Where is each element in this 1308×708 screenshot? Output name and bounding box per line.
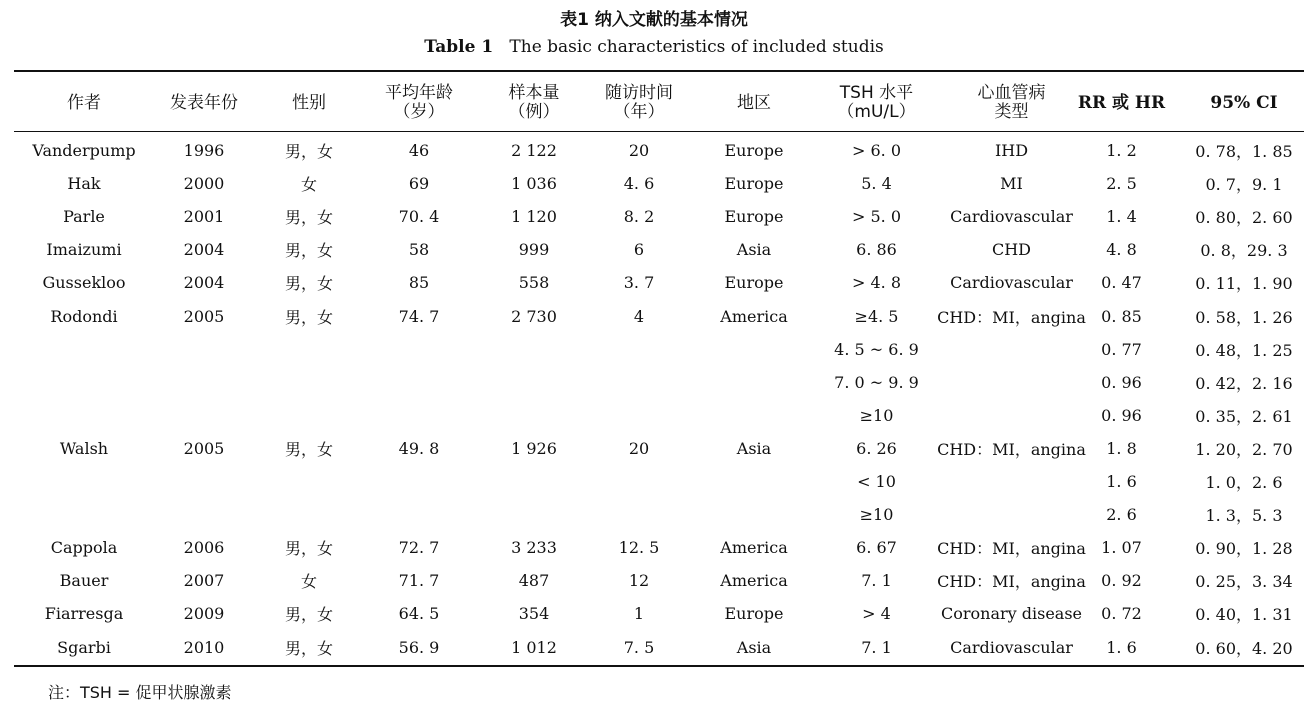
cell-ci: 0. 8，29. 3 xyxy=(1200,241,1288,261)
cell-age: 58 xyxy=(408,240,430,260)
cell-rr: 2. 6 xyxy=(1106,505,1137,525)
table-title-chinese: 表1 纳入文献的基本情况 xyxy=(560,10,748,30)
cell-ci: 0. 11，1. 90 xyxy=(1195,274,1293,294)
cell-followup xyxy=(589,465,689,498)
table-row xyxy=(14,300,1304,333)
cell-n: 2 122 xyxy=(511,141,557,160)
cell-n: 3 233 xyxy=(511,538,557,558)
cell-year: 2004 xyxy=(183,273,225,293)
cell-tsh: 5. 4 xyxy=(861,174,892,194)
cell-author: Sgarbi xyxy=(57,637,111,657)
cell-age xyxy=(369,399,469,432)
table-row xyxy=(14,266,1304,299)
cell-age: 71. 7 xyxy=(398,571,440,591)
cell-author xyxy=(34,399,134,432)
cell-age: 64. 5 xyxy=(398,604,440,624)
cell-followup: 4. 6 xyxy=(623,174,655,194)
table-header xyxy=(14,78,1304,128)
header-ci: 95% CI xyxy=(1210,92,1278,113)
cell-sex: 男，女 xyxy=(284,605,333,625)
table-row xyxy=(14,134,1304,167)
cell-ci: 0. 40，1. 31 xyxy=(1195,605,1293,625)
cell-followup: 20 xyxy=(628,438,650,458)
cell-year: 2005 xyxy=(183,306,225,326)
cell-age: 74. 7 xyxy=(398,306,440,326)
cell-year xyxy=(149,366,259,399)
cell-tsh: 7. 0 ~ 9. 9 xyxy=(834,372,919,392)
cell-sex: 男，女 xyxy=(284,439,333,459)
top-rule xyxy=(14,70,1304,72)
cell-cvd: MI xyxy=(1000,174,1023,194)
cell-year: 2010 xyxy=(183,637,225,657)
cell-rr: 0. 72 xyxy=(1101,604,1142,624)
cell-region: Europe xyxy=(724,273,784,293)
cell-rr: 0. 47 xyxy=(1101,273,1142,293)
cell-year: 2004 xyxy=(183,240,225,260)
cell-tsh: 7. 1 xyxy=(861,637,892,657)
table-row xyxy=(14,366,1304,399)
header-author: 作者 xyxy=(67,92,101,113)
cell-rr: 1. 4 xyxy=(1106,207,1137,227)
cell-n: 1 012 xyxy=(511,637,557,657)
cell-sex: 男，女 xyxy=(284,208,333,228)
cell-author: Parle xyxy=(63,207,105,227)
cell-year xyxy=(149,333,259,366)
cell-ci: 0. 60，4. 20 xyxy=(1195,638,1293,658)
cell-cvd: CHD：MI，angina xyxy=(937,307,1086,327)
cell-region xyxy=(704,366,804,399)
cell-region: Europe xyxy=(724,604,784,624)
cell-region xyxy=(704,333,804,366)
cell-tsh: < 10 xyxy=(857,472,896,491)
table-footnote: 注：TSH = 促甲状腺激素 xyxy=(48,683,232,702)
table-caption: The basic characteristics of included studis xyxy=(509,37,884,57)
cell-n: 1 926 xyxy=(511,438,557,458)
cell-cvd: Cardiovascular xyxy=(950,273,1073,293)
cell-age: 70. 4 xyxy=(398,207,440,227)
cell-author: Vanderpump xyxy=(32,141,136,160)
cell-author xyxy=(34,333,134,366)
cell-cvd: Coronary disease xyxy=(940,604,1083,624)
cell-ci: 0. 90，1. 28 xyxy=(1195,539,1293,559)
cell-followup: 8. 2 xyxy=(623,207,655,227)
cell-ci: 0. 78，1. 85 xyxy=(1195,142,1293,161)
cell-region xyxy=(704,465,804,498)
table-row xyxy=(14,200,1304,233)
cell-region: America xyxy=(720,538,788,558)
cell-rr: 2. 5 xyxy=(1106,174,1137,194)
cell-rr: 0. 77 xyxy=(1101,339,1142,359)
table-row xyxy=(14,333,1304,366)
cell-sex xyxy=(264,333,354,366)
cell-cvd: IHD xyxy=(994,141,1029,160)
cell-region: Asia xyxy=(736,240,772,260)
bottom-rule xyxy=(14,665,1304,667)
cell-tsh: 6. 86 xyxy=(856,240,897,260)
cell-n xyxy=(484,399,584,432)
cell-cvd xyxy=(934,465,1089,498)
cell-rr: 1. 2 xyxy=(1106,141,1137,160)
cell-cvd: CHD xyxy=(991,240,1032,260)
table-row xyxy=(14,465,1304,498)
cell-tsh: > 6. 0 xyxy=(851,141,902,160)
cell-n: 558 xyxy=(518,273,550,293)
cell-ci: 0. 48，1. 25 xyxy=(1195,340,1293,360)
cell-followup: 6 xyxy=(633,240,645,260)
cell-n xyxy=(484,498,584,531)
cell-ci: 1. 0，2. 6 xyxy=(1205,473,1283,492)
cell-sex xyxy=(264,399,354,432)
cell-year: 2000 xyxy=(183,174,225,194)
table-number: Table 1 xyxy=(424,37,494,57)
table-row xyxy=(14,432,1304,465)
cell-sex xyxy=(264,498,354,531)
cell-sex: 女 xyxy=(300,175,317,195)
cell-author: Rodondi xyxy=(50,306,118,326)
cell-tsh: 4. 5 ~ 6. 9 xyxy=(834,339,919,359)
cell-rr: 0. 96 xyxy=(1101,405,1142,425)
cell-n xyxy=(484,333,584,366)
cell-region: Europe xyxy=(724,207,784,227)
cell-sex xyxy=(264,366,354,399)
cell-ci: 0. 35，2. 61 xyxy=(1195,406,1293,426)
cell-age xyxy=(369,366,469,399)
cell-followup xyxy=(589,366,689,399)
cell-age: 49. 8 xyxy=(398,438,440,458)
cell-region xyxy=(704,399,804,432)
header-sample-size: 样本量 （例） xyxy=(508,83,560,122)
cell-rr: 0. 92 xyxy=(1101,571,1142,591)
cell-author xyxy=(34,366,134,399)
cell-n xyxy=(484,465,584,498)
cell-region xyxy=(704,498,804,531)
cell-followup: 7. 5 xyxy=(623,637,655,657)
cell-sex: 男，女 xyxy=(284,539,333,559)
header-age: 平均年龄 （岁） xyxy=(385,83,453,122)
header-region: 地区 xyxy=(737,92,771,113)
cell-year: 2005 xyxy=(183,438,225,458)
cell-followup: 4 xyxy=(633,306,645,326)
cell-followup xyxy=(589,399,689,432)
cell-rr: 1. 07 xyxy=(1101,538,1142,558)
cell-author: Cappola xyxy=(50,538,118,558)
cell-cvd xyxy=(934,498,1089,531)
cell-followup: 12 xyxy=(628,571,650,591)
cell-year: 1996 xyxy=(183,141,225,160)
cell-ci: 0. 25，3. 34 xyxy=(1195,572,1293,592)
cell-sex: 女 xyxy=(300,572,317,592)
header-followup: 随访时间 （年） xyxy=(605,83,673,122)
header-year: 发表年份 xyxy=(170,92,238,113)
cell-region: America xyxy=(720,306,788,326)
cell-tsh: > 4. 8 xyxy=(851,273,902,293)
table-row xyxy=(14,233,1304,266)
cell-tsh: 7. 1 xyxy=(861,571,892,591)
header-tsh: TSH 水平 （mU/L） xyxy=(837,83,916,122)
cell-ci: 0. 80，2. 60 xyxy=(1195,208,1293,228)
header-sex: 性别 xyxy=(292,92,326,113)
cell-cvd: CHD：MI，angina xyxy=(937,439,1086,459)
cell-author: Bauer xyxy=(59,571,109,591)
cell-region: Asia xyxy=(736,438,772,458)
cell-rr: 1. 6 xyxy=(1106,637,1137,657)
cell-year: 2007 xyxy=(183,571,225,591)
cell-year xyxy=(149,498,259,531)
cell-author xyxy=(34,465,134,498)
table-row xyxy=(14,597,1304,630)
cell-tsh: > 5. 0 xyxy=(851,207,902,227)
cell-sex: 男，女 xyxy=(284,307,333,327)
cell-ci: 0. 7，9. 1 xyxy=(1205,175,1283,195)
cell-cvd xyxy=(934,399,1089,432)
cell-cvd: Cardiovascular xyxy=(950,637,1073,657)
cell-sex: 男，女 xyxy=(284,274,333,294)
header-cvd-type: 心血管病 类型 xyxy=(977,83,1046,122)
cell-tsh: 6. 67 xyxy=(856,538,897,558)
cell-cvd xyxy=(934,333,1089,366)
cell-age xyxy=(369,333,469,366)
cell-cvd xyxy=(934,366,1089,399)
cell-author: Hak xyxy=(67,174,101,194)
cell-sex xyxy=(264,465,354,498)
cell-region: Europe xyxy=(724,174,784,194)
cell-year xyxy=(149,399,259,432)
header-rr-hr: RR 或 HR xyxy=(1077,92,1166,113)
cell-author: Gussekloo xyxy=(42,273,126,293)
cell-age: 72. 7 xyxy=(398,538,440,558)
cell-rr: 4. 8 xyxy=(1106,240,1137,260)
cell-ci: 1. 20，2. 70 xyxy=(1195,439,1293,459)
table-row xyxy=(14,631,1304,664)
cell-rr: 1. 8 xyxy=(1106,438,1137,458)
cell-region: America xyxy=(720,571,788,591)
cell-followup: 20 xyxy=(628,141,650,160)
cell-age: 46 xyxy=(408,141,430,160)
cell-n: 354 xyxy=(518,604,550,624)
cell-sex: 男，女 xyxy=(284,142,333,161)
cell-age xyxy=(369,498,469,531)
cell-sex: 男，女 xyxy=(284,241,333,261)
table-row xyxy=(14,498,1304,531)
cell-tsh: > 4 xyxy=(862,604,891,624)
cell-rr: 1. 6 xyxy=(1106,472,1137,491)
cell-n: 1 120 xyxy=(511,207,557,227)
cell-rr: 0. 96 xyxy=(1101,372,1142,392)
cell-year: 2001 xyxy=(183,207,225,227)
cell-cvd: Cardiovascular xyxy=(950,207,1073,227)
cell-followup: 12. 5 xyxy=(618,538,660,558)
cell-tsh: ≥10 xyxy=(859,505,894,525)
cell-n: 487 xyxy=(518,571,550,591)
table-title-english xyxy=(0,37,1308,57)
cell-n: 999 xyxy=(518,240,550,260)
cell-region: Asia xyxy=(736,637,772,657)
cell-age: 85 xyxy=(408,273,430,293)
cell-author xyxy=(34,498,134,531)
header-rule xyxy=(14,131,1304,132)
cell-year xyxy=(149,465,259,498)
cell-year: 2009 xyxy=(183,604,225,624)
cell-age xyxy=(369,465,469,498)
cell-rr: 0. 85 xyxy=(1101,306,1142,326)
cell-n: 1 036 xyxy=(511,174,557,194)
cell-followup xyxy=(589,333,689,366)
cell-tsh: ≥10 xyxy=(859,405,894,425)
cell-ci: 0. 58，1. 26 xyxy=(1195,307,1293,327)
cell-tsh: 6. 26 xyxy=(856,438,897,458)
cell-followup: 3. 7 xyxy=(623,273,655,293)
cell-sex: 男，女 xyxy=(284,638,333,658)
table-row xyxy=(14,167,1304,200)
cell-n xyxy=(484,366,584,399)
cell-tsh: ≥4. 5 xyxy=(854,306,899,326)
cell-author: Walsh xyxy=(59,438,109,458)
cell-age: 69 xyxy=(408,174,430,194)
cell-followup: 1 xyxy=(633,604,645,624)
cell-author: Fiarresga xyxy=(44,604,124,624)
cell-ci: 0. 42，2. 16 xyxy=(1195,373,1293,393)
cell-region: Europe xyxy=(724,141,784,160)
table-row xyxy=(14,531,1304,564)
cell-cvd: CHD：MI，angina xyxy=(937,539,1086,559)
cell-n: 2 730 xyxy=(511,306,557,326)
cell-cvd: CHD：MI，angina xyxy=(937,572,1086,592)
cell-year: 2006 xyxy=(183,538,225,558)
table-row xyxy=(14,564,1304,597)
table-row xyxy=(14,399,1304,432)
cell-ci: 1. 3，5. 3 xyxy=(1205,506,1283,526)
cell-author: Imaizumi xyxy=(46,240,122,260)
cell-age: 56. 9 xyxy=(398,637,440,657)
cell-followup xyxy=(589,498,689,531)
